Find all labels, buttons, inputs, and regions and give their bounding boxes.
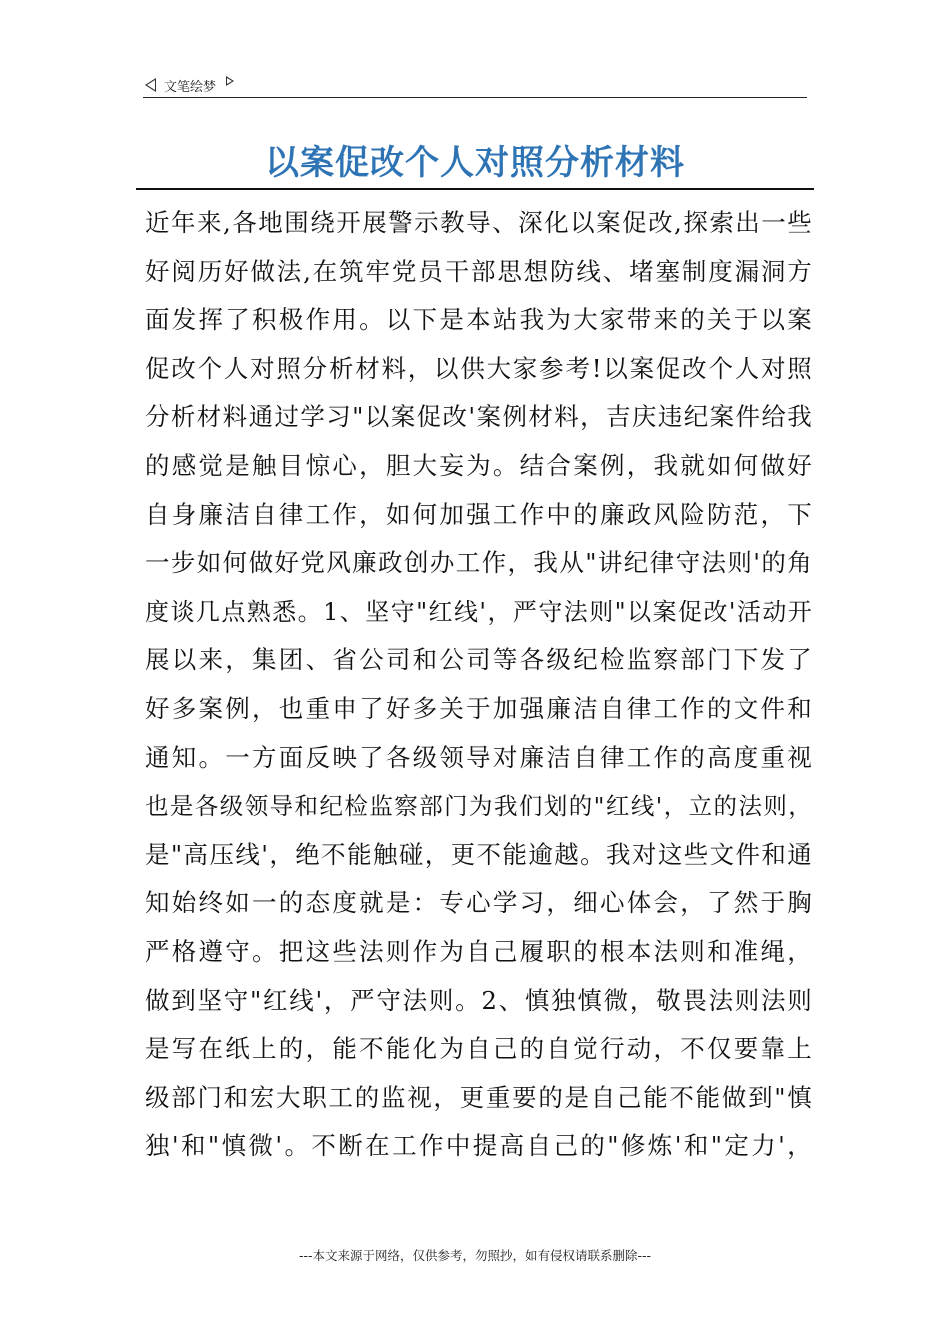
body-line: 近年来,各地围绕开展警示教导、深化以案促改,探索出一些 bbox=[145, 208, 813, 237]
body-line: 好多案例，也重申了好多关于加强廉洁自律工作的文件和 bbox=[145, 693, 813, 723]
body-line: 做到坚守"红线'，严守法则。2、慎独慎微，敬畏法则法则 bbox=[145, 985, 813, 1015]
body-line: 独'和"慎微'。不断在工作中提高自己的"修炼'和"定力'， bbox=[145, 1131, 813, 1161]
body-line: 好阅历好做法,在筑牢党员干部思想防线、堵塞制度漏洞方 bbox=[145, 256, 813, 286]
body-line: 也是各级领导和纪检监察部门为我们划的"红线'，立的法则， bbox=[145, 792, 813, 821]
body-line: 的感觉是触目惊心，胆大妄为。结合案例，我就如何做好 bbox=[145, 450, 813, 480]
body-line: 展以来，集团、省公司和公司等各级纪检监察部门下发了 bbox=[145, 645, 813, 675]
body-line: 是"高压线'，绝不能触碰，更不能逾越。我对这些文件和通 bbox=[145, 839, 813, 869]
body-line: 级部门和宏大职工的监视，更重要的是自己能不能做到"慎 bbox=[145, 1082, 813, 1112]
body-line: 分析材料通过学习"以案促改'案例材料，吉庆违纪案件给我 bbox=[145, 402, 813, 432]
page-header bbox=[145, 74, 234, 96]
header-brand: 文笔绘梦 bbox=[164, 79, 217, 95]
triangle-left-icon bbox=[145, 78, 156, 92]
document-body bbox=[145, 199, 813, 1171]
body-line: 知始终如一的态度就是：专心学习，细心体会，了然于胸 bbox=[145, 888, 813, 918]
title-divider bbox=[136, 188, 814, 190]
body-line: 一步如何做好党风廉政创办工作，我从"讲纪律守法则'的角 bbox=[145, 548, 813, 578]
body-line: 面发挥了积极作用。以下是本站我为大家带来的关于以案 bbox=[145, 305, 813, 335]
body-line: 自身廉洁自律工作，如何加强工作中的廉政风险防范，下 bbox=[145, 499, 813, 529]
document-title: 以案促改个人对照分析材料 bbox=[265, 143, 685, 183]
header-divider bbox=[143, 97, 807, 98]
body-line: 严格遵守。把这些法则作为自己履职的根本法则和准绳， bbox=[145, 936, 813, 966]
footer-notice: ---本文来源于网络，仅供参考，勿照抄，如有侵权请联系删除--- bbox=[298, 1248, 652, 1263]
triangle-right-icon bbox=[226, 76, 234, 86]
body-line: 度谈几点熟悉。1、坚守"红线'，严守法则"以案促改'活动开 bbox=[145, 597, 813, 626]
body-line: 是写在纸上的，能不能化为自己的自觉行动，不仅要靠上 bbox=[145, 1034, 813, 1064]
body-line: 促改个人对照分析材料，以供大家参考!以案促改个人对照 bbox=[145, 353, 813, 383]
body-line: 通知。一方面反映了各级领导对廉洁自律工作的高度重视 bbox=[145, 742, 813, 772]
